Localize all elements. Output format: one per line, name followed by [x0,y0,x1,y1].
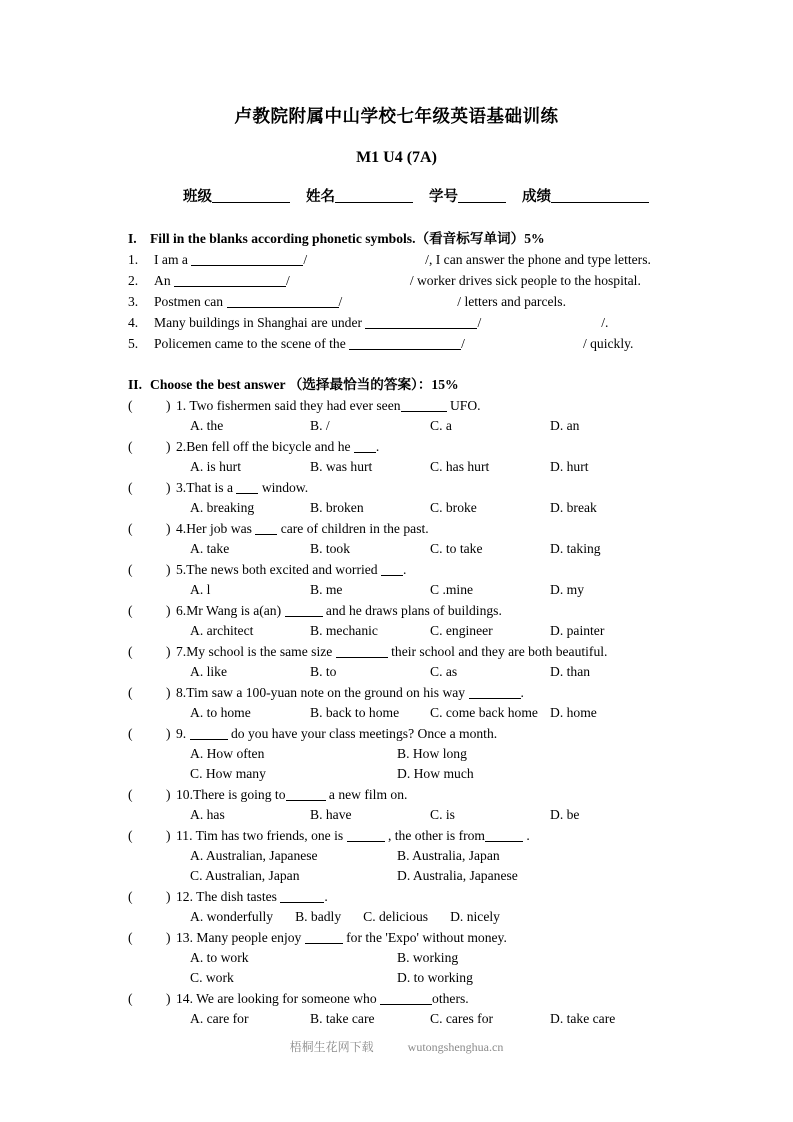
fill-blank-item [0,273,793,289]
student-field-input-1[interactable] [335,202,413,203]
answer-bracket-open: ( [128,930,133,945]
fill-blank-item [0,336,793,352]
question-number: 3. [176,480,187,495]
student-field-input-0[interactable] [212,202,290,203]
sentence-text-before: I am a [154,252,188,267]
question-stem-blank[interactable] [285,616,323,617]
mc-option-row [0,1011,793,1027]
question-stem-blank[interactable] [381,575,403,576]
mc-option[interactable]: B. back to home [310,705,400,720]
answer-bracket-close[interactable]: ) [166,562,171,577]
answer-bracket-open: ( [128,480,133,495]
question-number: 12. [176,889,193,904]
question-stem-after: their school and they are both beautiful. [387,644,608,659]
item-number: 5. [128,336,139,351]
mc-option[interactable]: C. has hurt [430,459,490,474]
mc-option[interactable]: C. engineer [430,623,493,638]
question-stem-blank[interactable] [401,411,447,412]
worksheet-body [0,227,793,1027]
mc-option[interactable]: D. nicely [450,909,500,924]
question-stem-blank[interactable] [255,534,277,535]
question-stem-before: Many people enjoy [193,930,305,945]
mc-option-row [0,582,793,598]
section-heading-text-1: Choose the best answer （选择最恰当的答案）：15% [150,377,459,392]
mc-question-row [0,398,793,414]
sentence-text-before: Postmen can [154,294,224,309]
mc-option-row [0,848,793,864]
mc-question-row [0,787,793,803]
sentence-text-after: worker drives sick people to the hospital. [413,273,641,288]
mc-option[interactable]: A. architect [190,623,254,638]
mc-option[interactable]: B. take care [310,1011,375,1026]
answer-bracket-open: ( [128,521,133,536]
mc-option[interactable]: D. to working [397,970,473,985]
question-stem-blank-2[interactable] [485,841,523,842]
mc-option[interactable]: A. How often [190,746,265,761]
mc-option-row [0,746,793,762]
student-field-label-1: 姓名 [306,189,335,205]
question-stem-after: . [520,685,524,700]
mc-question-row [0,930,793,946]
answer-bracket-close[interactable]: ) [166,480,171,495]
mc-option[interactable]: A. care for [190,1011,249,1026]
item-number: 3. [128,294,139,309]
question-stem-blank[interactable] [336,657,388,658]
item-number: 2. [128,273,139,288]
mc-option[interactable]: A. wonderfully [190,909,274,924]
answer-blank[interactable] [174,286,286,287]
answer-bracket-open: ( [128,439,133,454]
mc-question-row [0,685,793,701]
mc-option[interactable]: C .mine [430,582,474,597]
question-stem-before: Mr Wang is a(an) [186,603,285,618]
answer-bracket-open: ( [128,828,133,843]
question-stem-before: We are looking for someone who [193,991,381,1006]
mc-option[interactable]: A. take [190,541,230,556]
section-heading-1 [0,373,793,393]
answer-bracket-open: ( [128,991,133,1006]
section-heading-0 [0,227,793,247]
answer-bracket-open: ( [128,685,133,700]
question-stem-before: Tim saw a 100-yuan note on the ground on his way [186,685,469,700]
mc-option[interactable]: A. the [190,418,224,433]
question-stem-after: and he draws plans of buildings. [322,603,502,618]
item-number: 4. [128,315,139,330]
page-subtitle: M1 U4 (7A) [356,149,437,166]
phonetic-slash-close: / [457,294,462,309]
mc-option[interactable]: C. How many [190,766,266,781]
mc-option-row [0,868,793,884]
mc-option[interactable]: D. break [550,500,597,515]
question-stem-before: That is a [186,480,237,495]
mc-option[interactable]: A. l [190,582,211,597]
mc-option-row [0,541,793,557]
mc-question-row [0,644,793,660]
question-number: 8. [176,685,187,700]
mc-option[interactable]: C. a [430,418,452,433]
question-stem-after: care of children in the past. [277,521,429,536]
question-stem-before: The dish tastes [193,889,281,904]
answer-bracket-close[interactable]: ) [166,889,171,904]
phonetic-slash-close: / [409,273,414,288]
answer-bracket-close[interactable]: ) [166,828,171,843]
mc-option[interactable]: D. take care [550,1011,616,1026]
sentence-text-before: Policemen came to the scene of the [154,336,346,351]
question-stem-after: . [402,562,407,577]
fill-blank-item [0,315,793,331]
question-stem-blank[interactable] [190,739,228,740]
mc-question-row [0,521,793,537]
question-number: 11. [176,828,193,843]
question-number: 14. [176,991,193,1006]
answer-bracket-open: ( [128,726,133,741]
mc-option[interactable]: D. be [550,807,580,822]
item-number: 1. [128,252,139,267]
mc-option[interactable]: A. Australian, Japanese [190,848,318,863]
answer-bracket-close[interactable]: ) [166,644,171,659]
question-stem-blank[interactable] [236,493,258,494]
student-field-input-3[interactable] [551,202,649,203]
question-number: 13. [176,930,193,945]
mc-option[interactable]: D. taking [550,541,601,556]
mc-option[interactable]: D. my [550,582,584,597]
question-stem-before: Two fishermen said they had ever seen [186,398,401,413]
phonetic-slash-close: / [582,336,587,351]
section-heading-text-0: Fill in the blanks according phonetic symbols.（看音标写单词）5% [150,231,545,246]
mc-option-row [0,766,793,782]
question-stem-blank[interactable] [469,698,521,699]
question-stem-before: There is going to [193,787,286,802]
mc-option-row [0,970,793,986]
answer-bracket-close[interactable]: ) [166,991,171,1006]
mc-option[interactable]: B. to [310,664,337,679]
student-field-label-0: 班级 [183,189,212,205]
answer-bracket-open: ( [128,398,133,413]
mc-option[interactable]: A. has [190,807,225,822]
phonetic-slash-close: / [425,252,429,267]
mc-question-row [0,726,793,742]
mc-option[interactable]: B. How long [397,746,467,761]
mc-option[interactable]: B. working [397,950,459,965]
mc-question-row [0,562,793,578]
phonetic-slash-open: / [286,273,290,288]
answer-bracket-close[interactable]: ) [166,439,171,454]
question-stem-before: The news both excited and worried [186,562,381,577]
phonetic-slash-open: / [338,294,343,309]
question-stem-after: do you have your class meetings? Once a month. [227,726,498,741]
mc-question-row [0,828,793,844]
answer-bracket-close[interactable]: ) [166,398,171,413]
question-stem-before: Ben fell off the bicycle and he [186,439,354,454]
mc-option-row [0,418,793,434]
mc-option[interactable]: C. come back home [430,705,538,720]
mc-option[interactable]: B. me [310,582,343,597]
mc-option[interactable]: B. have [310,807,352,822]
mc-option[interactable]: D. How much [397,766,474,781]
phonetic-slash-open: / [303,252,308,267]
watermark-cn-text: 梧桐生花网下载 [289,1040,374,1054]
mc-question-row [0,991,793,1007]
section-numeral-1: II. [128,377,142,392]
answer-blank[interactable] [365,328,477,329]
mc-option[interactable]: B. badly [295,909,342,924]
question-stem-after: UFO. [446,398,481,413]
mc-question-row [0,603,793,619]
phonetic-slash-close: /. [601,315,609,330]
question-number: 7. [176,644,187,659]
answer-bracket-close[interactable]: ) [166,521,171,536]
question-stem-blank[interactable] [347,841,385,842]
mc-option[interactable]: C. to take [430,541,483,556]
watermark-url-text: wutongshenghua.cn [407,1040,504,1054]
mc-option-row [0,500,793,516]
mc-option[interactable]: C. broke [430,500,477,515]
mc-option-row [0,807,793,823]
mc-option[interactable]: C. delicious [363,909,429,924]
mc-option[interactable]: B. took [310,541,351,556]
question-stem-blank[interactable] [305,943,343,944]
question-stem-tail: . [523,828,530,843]
answer-bracket-open: ( [128,889,133,904]
answer-bracket-open: ( [128,787,133,802]
question-stem-after: . [375,439,380,454]
mc-question-row [0,889,793,905]
mc-option[interactable]: A. to work [190,950,249,965]
mc-option[interactable]: B. was hurt [310,459,373,474]
mc-option[interactable]: C. is [430,807,455,822]
question-number: 9. [176,726,187,741]
question-number: 1. [176,398,187,413]
question-number: 6. [176,603,187,618]
student-field-label-2: 学号 [429,189,458,205]
question-stem-after: a new film on. [325,787,408,802]
question-stem-after: window. [258,480,309,495]
mc-option[interactable]: D. painter [550,623,605,638]
mc-option[interactable]: C. work [190,970,234,985]
question-number: 10. [176,787,193,802]
mc-question-row [0,480,793,496]
sentence-text-before: Many buildings in Shanghai are under [154,315,363,330]
question-number: 5. [176,562,187,577]
question-stem-after: for the 'Expo' without money. [342,930,507,945]
mc-option[interactable]: B. Australia, Japan [397,848,500,863]
mc-option-row [0,950,793,966]
mc-option[interactable]: C. Australian, Japan [190,868,300,883]
student-info-line [0,185,793,206]
fill-blank-item [0,252,793,268]
mc-option[interactable]: D. an [550,418,580,433]
answer-blank[interactable] [349,349,461,350]
page-title: 卢教院附属中山学校七年级英语基础训练 [234,106,559,126]
mc-option[interactable]: D. Australia, Japanese [397,868,518,883]
mc-option[interactable]: A. breaking [190,500,255,515]
student-field-input-2[interactable] [458,202,506,203]
answer-bracket-close[interactable]: ) [166,930,171,945]
mc-option[interactable]: B. broken [310,500,364,515]
mc-option[interactable]: B. / [310,418,330,433]
mc-question-row [0,439,793,455]
mc-option-row [0,909,793,925]
mc-option-row [0,623,793,639]
sentence-text-after: quickly. [586,336,634,351]
sentence-text-before: An [154,273,171,288]
mc-option[interactable]: D. home [550,705,597,720]
answer-bracket-close[interactable]: ) [166,603,171,618]
mc-option[interactable]: C. as [430,664,458,679]
mc-option[interactable]: D. hurt [550,459,589,474]
phonetic-slash-open: / [477,315,482,330]
answer-blank[interactable] [191,265,303,266]
sentence-text-after: letters and parcels. [461,294,566,309]
footer-watermark [0,1038,793,1055]
question-stem-blank[interactable] [286,800,326,801]
question-number: 4. [176,521,187,536]
answer-bracket-open: ( [128,562,133,577]
section-numeral-0: I. [128,231,137,246]
mc-option-row [0,459,793,475]
phonetic-slash-open: / [461,336,465,351]
answer-bracket-open: ( [128,603,133,618]
mc-option-row [0,705,793,721]
answer-bracket-close[interactable]: ) [166,685,171,700]
answer-bracket-close[interactable]: ) [166,726,171,741]
question-stem-after: , the other is from [384,828,485,843]
sentence-text-after: , I can answer the phone and type letters. [428,252,651,267]
question-stem-after: . [324,889,328,904]
answer-blank[interactable] [227,307,339,308]
question-stem-before: My school is the same size [186,644,336,659]
fill-blank-item [0,294,793,310]
student-field-label-3: 成绩 [522,189,551,205]
question-stem-before: Tim has two friends, one is [192,828,347,843]
mc-option[interactable]: A. like [190,664,227,679]
question-number: 2. [176,439,187,454]
mc-option[interactable]: D. than [550,664,591,679]
mc-option[interactable]: A. is hurt [190,459,241,474]
mc-option[interactable]: C. cares for [430,1011,494,1026]
question-stem-after: others. [432,991,469,1006]
mc-option[interactable]: B. mechanic [310,623,378,638]
mc-option-row [0,664,793,680]
question-stem-blank[interactable] [354,452,376,453]
question-stem-blank[interactable] [380,1004,432,1005]
mc-option[interactable]: A. to home [190,705,251,720]
question-stem-blank[interactable] [280,902,324,903]
question-stem-before: Her job was [186,521,256,536]
answer-bracket-close[interactable]: ) [166,787,171,802]
answer-bracket-open: ( [128,644,133,659]
